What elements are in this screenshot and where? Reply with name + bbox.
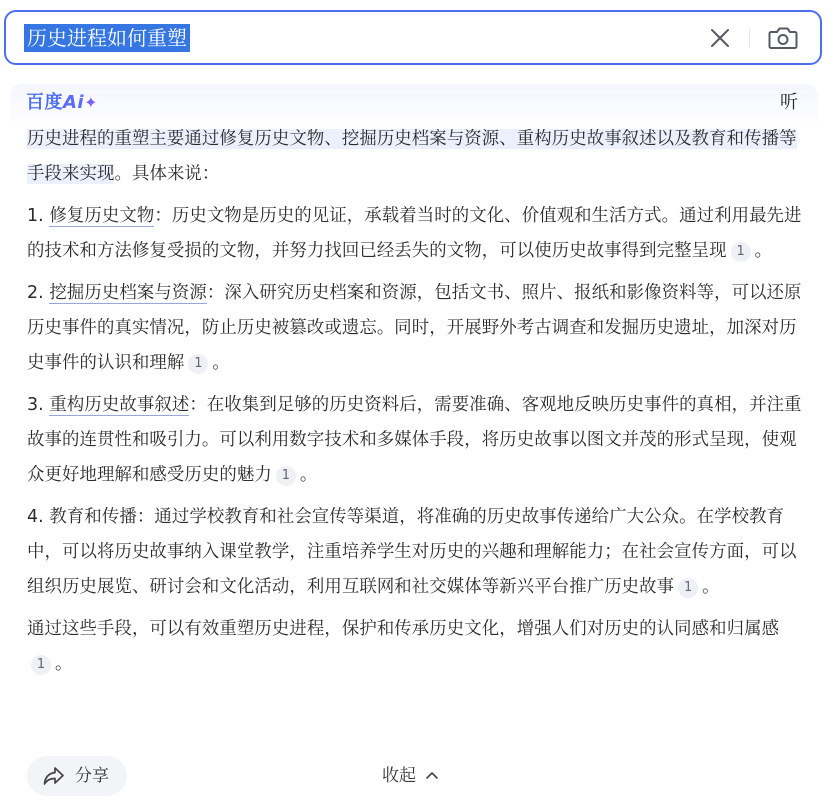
point-title: 教育和传播 xyxy=(49,507,137,527)
search-divider xyxy=(749,28,750,48)
collapse-button[interactable] xyxy=(382,756,439,796)
intro-highlight: 历史进程的重塑主要通过修复历史文物、挖掘历史档案与资源、重构历史故事叙述以及教育和传播等手段来实现 xyxy=(27,129,797,184)
citation-badge[interactable]: 1 xyxy=(188,354,208,374)
answer-point-3: 3. 重构历史故事叙述：在收集到足够的历史资料后，需要准确、客观地反映历史事件的真相，并注重故事的连贯性和吸引力。可以利用数字技术和多媒体手段，将历史故事以图文并茂的形式呈现，使观众更好地理解和感受历史的魅力 1 。 xyxy=(27,395,802,485)
citation-badge[interactable]: 1 xyxy=(678,578,698,598)
answer-content xyxy=(27,122,807,689)
answer-point-1: 1. 修复历史文物：历史文物是历史的见证，承载着当时的文化、价值观和生活方式。通过利用最先进的技术和方法修复受损的文物，并努力找回已经丢失的文物，可以使历史故事得到完整呈现 1 。 xyxy=(27,206,802,261)
search-box[interactable] xyxy=(4,10,822,65)
answer-conclusion: 通过这些手段，可以有效重塑历史进程，保护和传承历史文化，增强人们对历史的认同感和归属感1 。 xyxy=(27,619,780,674)
point-title[interactable]: 重构历史故事叙述 xyxy=(49,395,190,415)
point-title[interactable]: 挖掘历史档案与资源 xyxy=(49,283,207,303)
camera-icon[interactable] xyxy=(768,24,798,52)
share-button[interactable] xyxy=(27,756,127,796)
search-input[interactable]: 历史进程如何重塑 xyxy=(24,24,190,52)
baidu-ai-logo: 百度Ai✦ xyxy=(26,92,99,113)
collapse-label: 收起 xyxy=(382,766,416,786)
answer-point-2: 2. 挖掘历史档案与资源：深入研究历史档案和资源，包括文书、照片、报纸和影像资料等，可以还原历史事件的真实情况，防止历史被篡改或遗忘。同时，开展野外考古调查和发掘历史遗址，加深对历史事件的认识和理解 1 。 xyxy=(27,283,802,373)
close-icon[interactable] xyxy=(708,26,732,50)
answer-intro: 历史进程的重塑主要通过修复历史文物、挖掘历史档案与资源、重构历史故事叙述以及教育和传播等手段来实现。具体来说： xyxy=(27,129,797,184)
point-title[interactable]: 修复历史文物 xyxy=(49,206,155,226)
citation-badge[interactable]: 1 xyxy=(31,655,51,675)
chevron-up-icon xyxy=(425,769,439,781)
sparkle-icon: ✦ xyxy=(84,93,99,112)
citation-badge[interactable]: 1 xyxy=(276,466,296,486)
listen-button[interactable]: 听 xyxy=(780,92,798,113)
share-label: 分享 xyxy=(75,766,109,786)
answer-point-4: 4. 教育和传播：通过学校教育和社会宣传等渠道，将准确的历史故事传递给广大公众。在学校教育中，可以将历史故事纳入课堂教学，注重培养学生对历史的兴趣和理解能力；在社会宣传方面，可以组织历史展览、研讨会和文化活动，利用互联网和社交媒体等新兴平台推广历史故事 1 。 xyxy=(27,507,797,597)
share-icon xyxy=(43,766,65,786)
ai-answer-card xyxy=(10,84,818,801)
citation-badge[interactable]: 1 xyxy=(731,242,751,262)
